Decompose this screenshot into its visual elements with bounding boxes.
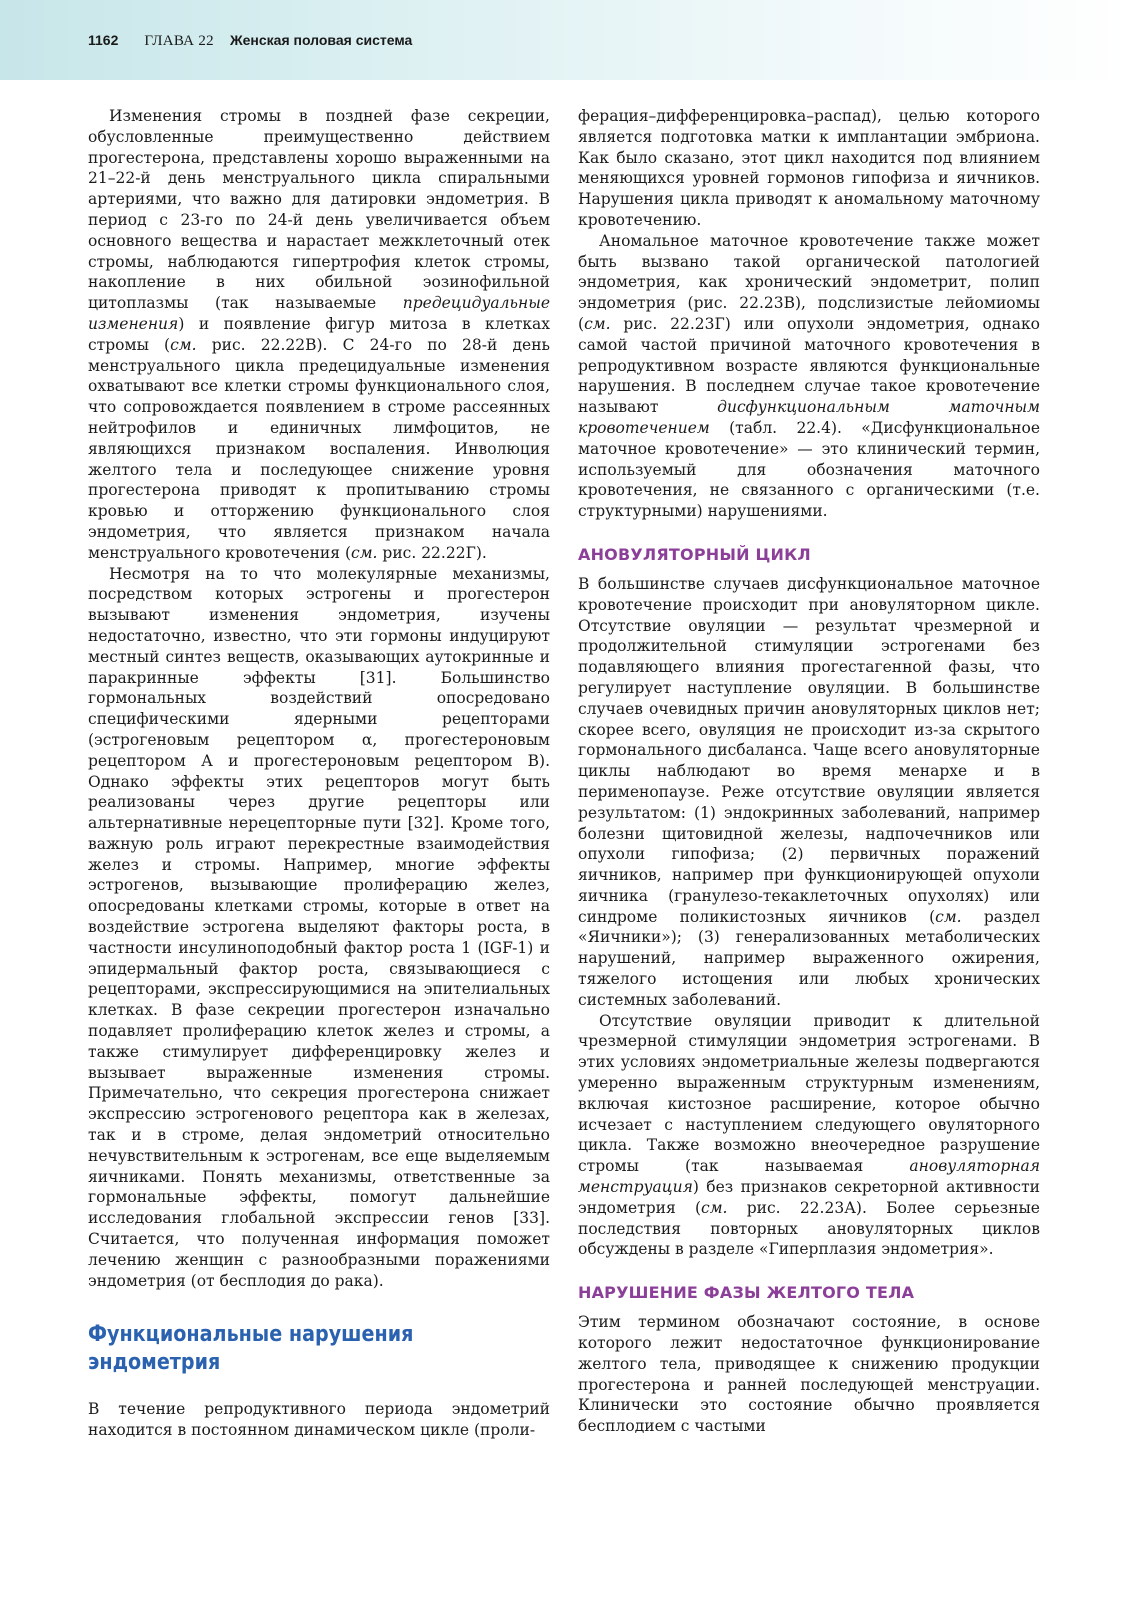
page-number: 1162 [88, 32, 119, 48]
paragraph-anovulatory-effects: Отсутствие овуляции приводит к длительной чрезмерной стимуляции эндометрия эстрогенами. В этих условиях эндометриальные железы подвергаются умеренно выраженным структурным изменениям, включая кистозное расширение, которое обычно исчезает с наступлением следующего овуляторного цикла. Также возможно внеочередное разрушение стромы (так называемая ановуляторная менструация) без признаков секреторной активности эндометрия (см. рис. 22.23А). Более серьезные последствия повторных ановуляторных циклов обсуждены в разделе «Гиперплазия эндометрия». [578, 1011, 1040, 1259]
paragraph-luteal-phase: Этим термином обозначают состояние, в основе которого лежит недостаточное функционирование желтого тела, приводящее к снижению продукции прогестерона и ранней последующей менструации. Клинически это состояние обычно проявляется бесплодием с частыми [578, 1313, 1040, 1436]
subheading-anovulatory-cycle: АНОВУЛЯТОРНЫЙ ЦИКЛ [578, 544, 811, 564]
chapter-title: Женская половая система [229, 32, 413, 48]
running-head [88, 30, 412, 51]
page-header-band [0, 0, 1131, 80]
paragraph-anovulatory-causes: В большинстве случаев дисфункциональное маточное кровотечение происходит при ановуляторном цикле. Отсутствие овуляции — результат чрезмерной и продолжительной стимуляции эстрогенами без подавляющего влияния прогестагенной фазы, что регулирует наступление овуляции. В большинстве случаев очевидных причин ановуляторных циклов нет; скорее всего, овуляция не происходит из-за скрытого гормонального дисбаланса. Чаще всего ановуляторные циклы наблюдают во время менархе и в перименопаузе. Реже отсутствие овуляции является результатом: (1) эндокринных заболеваний, например болезни щитовидной железы, надпочечников или опухоли гипофиза; (2) первичных поражений яичников, например при функционирующей опухоли яичника (гранулезо-текаклеточных опухолях) или синдроме поликистозных яичников (см. раздел «Яичники»); (3) генерализованных метаболических нарушений, например выраженного ожирения, тяжелого истощения или любых хронических системных заболеваний. [578, 574, 1041, 1009]
paragraph-molecular-mechanisms: Несмотря на то что молекулярные механизмы, посредством которых эстрогены и прогестерон вызывают изменения эндометрия, изучены недостаточно, известно, что эти гормоны индуцируют местный синтез веществ, оказывающих аутокринные и паракринные эффекты [31]. Большинство гормональных воздействий опосредовано специфическими ядерными рецепторами (эстрогеновым рецептором α, прогестероновым рецептором А и прогестероновым рецептором В). Однако эффекты этих рецепторов могут быть реализованы через другие рецепторы или альтернативные нерецепторные пути [32]. Кроме того, важную роль играют перекрестные взаимодействия желез и стромы. Например, многие эффекты эстрогенов, вызывающие пролиферацию желез, опосредованы клетками стромы, которые в ответ на воздействие эстрогена выделяют факторы роста, в частности инсулиноподобный фактор роста 1 (IGF-1) и эпидермальный фактор роста, связывающиеся с рецепторами, экспрессирующимися на эпителиальных клетках. В фазе секреции прогестерон изначально подавляет пролиферацию клеток желез и стромы, а также стимулирует дифференцировку желез и вызывает выраженные изменения стромы. Примечательно, что секреция прогестерона снижает экспрессию эстрогенового рецептора как в железах, так и в строме, делая эндометрий относительно нечувствительным к эстрогенам, все еще выделяемым яичниками. Понять механизмы, ответственные за гормональные эффекты, помогут дальнейшие исследования глобальной экспрессии генов [33]. Считается, что полученная информация поможет лечению женщин с разнообразными поражениями эндометрия (от бесплодия до рака). [88, 564, 550, 1290]
section-heading-functional-disorders: Функциональные нарушения эндометрия [88, 1322, 414, 1376]
paragraph-reproductive-period: В течение репродуктивного периода эндометрий находится в постоянном динамическом цикле (проли- [88, 1400, 550, 1440]
left-column [88, 106, 550, 1441]
right-column [578, 106, 1040, 1437]
chapter-label: ГЛАВА 22 [144, 33, 214, 49]
paragraph-abnormal-bleeding: Аномальное маточное кровотечение также может быть вызвано такой органической патологией эндометрия, как хронический эндометрит, полип эндометрия (рис. 22.23В), подслизистые лейомиомы (см. рис. 22.23Г) или опухоли эндометрия, однако самой частой причиной маточного кровотечения в репродуктивном возрасте являются функциональные нарушения. В последнем случае такое кровотечение называют дисфункциональным маточным кровотечением (табл. 22.4). «Дисфункциональное маточное кровотечение» — это клинический термин, используемый для обозначения маточного кровотечения, не связанного с органическими (т.е. структурными) нарушениями. [578, 231, 1041, 521]
paragraph-cycle-continuation: ферация–дифференцировка–распад), целью которого является подготовка матки к имплантации эмбриона. Как было сказано, этот цикл находится под влиянием меняющихся уровней гормонов гипофиза и яичников. Нарушения цикла приводят к аномальному маточному кровотечению. [578, 107, 1040, 229]
paragraph-stroma-changes: Изменения стромы в поздней фазе секреции, обусловленные преимущественно действием прогестерона, представлены хорошо выраженными на 21–22-й день менструального цикла спиральными артериями, что важно для датировки эндометрия. В период с 23-го по 24-й день увеличивается объем основного вещества и нарастает межклеточный отек стромы, наблюдаются гипертрофия клеток стромы, накопление в них обильной эозинофильной цитоплазмы (так называемые предецидуальные изменения) и появление фигур митоза в клетках стромы (см. рис. 22.22В). С 24-го по 28-й день менструального цикла предецидуальные изменения охватывают все клетки стромы функционального слоя, что сопровождается появлением в строме рассеянных нейтрофилов и единичных лимфоцитов, не являющихся признаком воспаления. Инволюция желтого тела и последующее снижение уровня прогестерона приводят к пропитыванию стромы кровью и отторжению функционального слоя эндометрия, что является признаком начала менструального кровотечения (см. рис. 22.22Г). [88, 107, 550, 562]
subheading-luteal-phase: НАРУШЕНИЕ ФАЗЫ ЖЕЛТОГО ТЕЛА [578, 1283, 915, 1303]
